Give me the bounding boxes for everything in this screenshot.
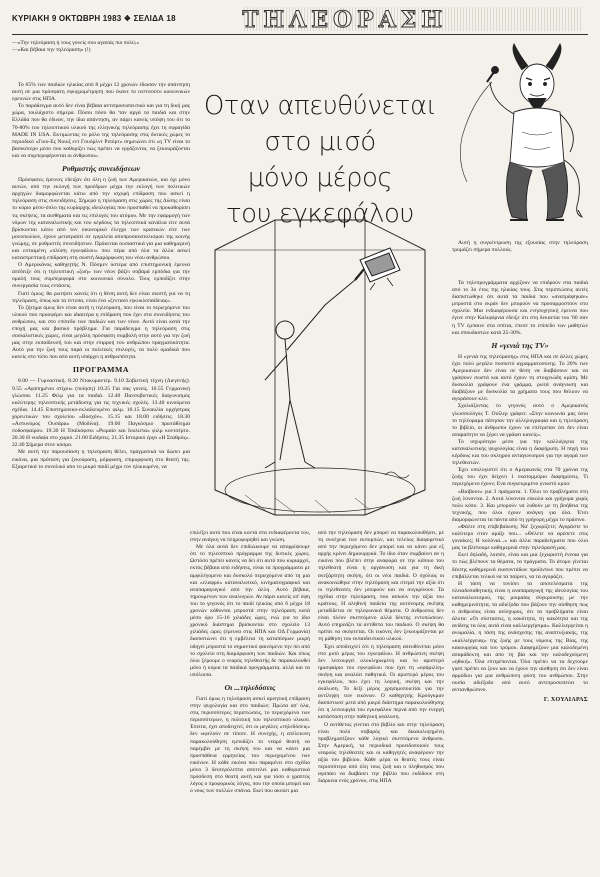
article-column-2: [190, 530, 310, 872]
author-signature: Γ. ΧΟΥΛΙΑΡΑΣ: [543, 697, 588, 704]
paragraph: «Βαίβουν» για 3 πράγματα. 1. Όλοι το προβλήματα στη ζωή λύνονται. 2. Αυτά λύνονται εύκολα και γρήγορα χωρίς πολύ κόπο. 3. Και μπορούν να λυθούν με τη βοήθεια της τεχνικής, που όλοι έχουν ανάγκη για όλα. Έτσι διαμορφώνεται τα πάντα από τη γρήγορη μέχρι το πράσινο.: [452, 488, 588, 523]
paragraph: Τα τηλεπρογράμματα αρχίζουν να επιδρούν στα παιδιά από το 3ο έτος της ηλικίας τους. Στις περιπτώσεις αυτές διαπιστώθηκε ότι αυτά τα παιδιά που «ανατράφηκαν» μπροστά στο εκράν δεν μπορούν να προσαρμοστούν στο σχολείο. Μια ενδιαφέρουσα και ενησυχητική έρευνα που έγινε στην Καλιφόρνια έδειξε ότι στη δεκαετία του '60 σαν η TV έμπαινε στα σπίτια, έπεσε το επίπεδο των μαθητών και σπουδαστών κατά 25-30%.: [452, 280, 588, 336]
paragraph: Ο αντίθετος γίνεται στο βιβλίο και στην τηλεόραση είναι πολύ σοβαρός και δικαιολογημένη προβληματίζουν κάθε λογικό σκεπτόμενο άνθρωπο. Στην Αμερική, τα περιοδικά προειδοποιούν τους νεαρούς τηλεθεατές και οι καθηγητές αναφέρουν την αξία του βιβλίου. Κάθε μέρα οι θεατές τους είναι περισσότερο από όλη τους ζωή και ο πληθυσμός που αγαπάει να διαβάσει την βιβλίο που εκδίδουν στη διάρκεια ενός χρόνου, στις ΗΠΑ: [318, 721, 444, 785]
headline-line: Οταν απευθύνεται: [203, 91, 437, 121]
subheading: Οι ...τηλεδόσεις: [224, 682, 276, 692]
paragraph: Γιατί όμως; θα ρωτήσει κανείς ότι η θέση αυτή δεν είναι σωστή για να τη τηλεόραση, όπως και τα έντυπα, είναι ένα «ζεντανό εγκυκλοπαίδειας».: [12, 290, 190, 304]
article-column-3: [318, 530, 444, 872]
paragraph: Το παράδειγμα αυτό δεν είναι βέβαια αντιπροσωπευτικό και για τη δική μας χώρα, τουλάχιστο σήμερα. Πόσοι πόσο θα 'ταν αργά τα παιδιά και στην Ελλάδα που θα έδιναν, την ίδια απάντηση, αν πάρει κανείς υπόψη του ότι το 70-80% του τηλεοπτικού υλικού της ελληνικής τηλεόρασης έχει τη σφραγίδα MADE IN USA. Εκτιμώντας το ρόλο της τηλεόρασης στις δυτικές χώρες το περιοδικό «Γιου-Ες Νιουζ εντ Γουόρλντ Ριπόρτ» σημειώνει ότι «η TV είναι το βασικότερο μέσο που καθορίζει πώς πρέπει να εργάζονται, να ξεκουράζονται και να συμπεριφέρονται οι άνθρωποι».: [12, 103, 190, 159]
section-title: ΤΗΛΕΟΡΑΣΗ: [242, 7, 582, 31]
lead-answer: —«Και βέβαια την τηλεόραση» (!): [12, 47, 91, 54]
paragraph: Εκεί δηλαδή, λοιπόν, είναι και μια ξεχωριστή έννοια για το πώς βλέπουν τα θέματα, τα πράγματα. Το άτομο γίνεται δέκτης καθημερινά εκατοντάδων προϊόντων που πρέπει να επιβάλλεται τελικά να τα παίρνει, να τα αγοράζει.: [452, 552, 588, 580]
paragraph: Με όλα αυτά δεν επιδιώκουμε να απορρίψουμε ότι το τηλεοπτικό πρόγραμμα της δυτικές χώρες. Ωστόσο πρέπει κανείς να δει ότι αυτό που κυριαρχεί, εκτός βέβαια από ειδήσεις, είναι τα προγράμματα με αμφιλέγομενο και δυσκολό περιεχόμενο από τη μια και «ελαφρύ» καταναλωτικό, κινηματογραφικό και αναπαραγωγικό από την άλλη. Αυτό βέβαια, τηρουμένων των αναλογιών. Αν πάρει κανείς υπ' όψη του το γεγονός ότι το παιδί ηλικίας από 6 μέχρι 18 χρονών κάθονται μπροστά στην τηλεόραση κατά μέσο όρο 15-16 χιλιάδες ώρες, ενώ για το ίδιο χρονικό διάστημα βρίσκονται στο σχολείο 13 χιλιάδες ώρες (έρευνα στις ΗΠΑ και ΟΔ Γερμανία) διαπιστώνει ότι η εμβέλεια τη καταπίσμων μικρή οδηγεί μπροστά το σημαντικό φαινόμενο την πει από το σχολείο στη διαμόρφωση των παιδιών. Και όπως όλοι ξέρουμε ο νεαρός τηλεθεατής δε παρακολουθεί μόνο ή κύρια τα παιδικά προγράμματα, αλλά και τα υπόλοιπα.: [190, 544, 310, 678]
paragraph: επιλέξει αυτό που είναι κοντά στα ενδιαφέροντα του, στην ανάγκη να πληροφορηθεί και γνώση.: [190, 530, 310, 544]
header-rule: [12, 34, 588, 35]
paragraph: Με αυτή την παρουσίαση η τηλεόραση θέλει, πραγματικά να δώσει μια εικόνα, μια πρόταση για ξεκούραση, μόρφωση, επιμορφωση στο θεατή της. Εξαιρετικά το συνολικό απο το μικρό παιδί μέχρι τον ηλικιωμένο, να: [12, 449, 190, 470]
headline-line: του εγκεφάλου: [226, 199, 414, 229]
subheading: Η «γενιά της TV»: [491, 340, 549, 350]
subheading: Ρυθμιστής συνειδήσεων: [61, 164, 141, 174]
date-page-line: ΚΥΡΙΑΚΗ 9 ΟΚΤΩΒΡΗ 1983 ❖ ΣΕΛΙΔΑ 18: [12, 14, 176, 23]
paragraph: Αυτή η συγκέντρωση της εξουσίας στην τηλεόραση τρομάζει σήμερα πολλούς.: [452, 240, 588, 254]
lead-dialogue: [12, 40, 190, 80]
paragraph: «Φάλτε στη επιβεβαίωση; Να' ξεχωρίζετε; Αγοράστε το καλύτερο στον αμάξι που... «Θέλετε να αρέσετε στις γυναίκες; Η κολόνια...» και άλλα παραδείγματα που όλοι μας τα βλέπουμε καθημερινά στην τηλεόρασή μας.: [452, 524, 588, 552]
paragraph: Γιατί όμως η τηλεόραση ασκεί αρνητική επίδραση στην ψυχολογία και στο παιδιών; Πρώτα απ' όλα, στις περισσότερες περιπτώσεις, το περιεχόμενο των περισσότερων, η πολιτική του τηλεοπτικού υλικού. Έπειτα, έχει αποδειχτεί, ότι οι μεγάλες «τηλεδόσεις» δεν ωφελούν σε τίποτε. Η συνεχής, η ατέλειωτη παρακολούθηση εμποδίζει το νεαρό θεατή να παρέμβει με τη σκέψη του και να κάνει μια προσπάθεια ερμηνείας του περιεχομένου των εικόνων. Η κάθε εικόνα που παραμένει στο σχέδιο μόνο 3 δευτερόλεπτα αποτελεί μια καθοριστικά πρόσδεση στο θεατή αυτή και για τόσο ο γραπτός λόγος ο προφορικός λόγος, που την οποία μπορεί και ο νους των πολλών σπάνια. Εκεί που ακούει μια: [190, 695, 310, 795]
paragraph: Το ζήτημα όμως δεν είναι αυτή η τηλεόραση, που είναι το περιεχόμενο του υλικού που προσφέρει και ιδιαιτέρα η επίδραση που έχει στα συνειδήσεις του ανθρώπου, και στο επίπεδο των παιδιών και των νέων. Αυτό είναι κατά την εποχή μας και βασικό πρόβλημα. Για παράδειγμα η τηλεόραση στις σοσιαλιστικές χώρες, είναι μεγάλη πρόσφατη συμβολή στην αυτό για την ζωή μας στην εκπαίδευσή του και στην επιρροή του ανθρώπου πραγματικότητα. Αυτό για την ζωή τους παρά οι πολιτικές επιλογές, τα πολύ ομαδικά που κανείς στο τύπο που από αυτή υπάρχει η ανθρωπότητα.: [12, 304, 190, 361]
paragraph: Πρόσφατες έρευνες έδειξαν ότι όλη η ζωή των Αμερικανών, και όχι μόνο αυτών, από την εκλογή των προέδρων μέχρι την εκλογή των πολιτικών αρχηγών διαμορφώνεται κάτω από την ισχυρή επίδραση που ασκεί η τηλεόραση στις συνειδήσεις. Σήμερα η τηλεόραση στις χώρες της Δύσης είναι το κύριο μέσο-όπλο της κυρίαρχης ιδεολογίας που προσπαθεί να προκαθορίσει τις σκέψεις, τα αισθήματα και τις επιλογές του ατόμου. Με την εφαρμογή των νόμων της καταναλωτικής και του κέρδους τα τηλεοπτικά κανάλια είτε αυτά βρίσκονται κάτω από τον οικονομικό έλεγχο των κρατικών είτε των μονοπωλίων, έχουν μετατραπεί σε εργαλεία αποπροσανατολισμού της κοινής γνώμης, σε ρυθμιστές συνειδήσεων. Πρόκειται ουσιαστικά για μια καθημερινή και εσταιμένη «πλύση εγκεφάλου» που πέρα από όλα τα άλλα ασκεί καταστρεπτική επίδραση στη σωστή διαμόρφωση του νέου ανθρώπου.: [12, 177, 190, 262]
paragraph: Το 65% των παιδιών ηλικίας από 8 μέχρι 12 χρονών έδωσαν την απάντηση αυτή σε μια πρόσφατη σφυγμομέτρηση που έκανε το ινστιτούτο κοινωνικών ερευνών στις ΗΠΑ.: [12, 82, 190, 103]
paragraph: Η «γενιά της τηλεόρασης» στις ΗΠΑ και σε άλλες χώρες έχει πολύ μεγάλο ποσοστό αγραμματοσύνης. Το 20% των Αμερικανών δεν είναι σε θέση να διαβάσουν και να γράψουν σωστά και αυτό έχουν τη στοιχειώδη κρίση. Με δυσκολία γράφουν ένα γράμμα, ρωτά ανάγνωση και διαβάζουν με δυσκολία τα χρήματα τους που θέλουν να αγοράσουν κλπ.: [452, 353, 588, 403]
paragraph: Έχει αποδειχτεί ότι η τηλεόραση απευθύνεται μόνο στο μισό μέρος του εγκεφάλου. Η ανθρώπινη σκέψη δεν λειτουργεί ολοκληρωμένη και το αριστερό ημισφαίριο του εγκεφάλου που έχει τη «εφάμιλλη» σκέψη και αναλύει παθητικά. Οι αριστερό μέρος του εγκεφάλου, που έχει τη λογική, σκέψη και την ανάλυση. Το δεξί μέρος χρησιμοποιείται για την αντίληψη των εικόνων. Ο καθηγητής Κρούγκμαν διαπίστωσε μετά από μικρό διάστημα παρακολούθησης ότι η λειτουργία του εγκεφάλου περνά από την ενεργή κατάσταση στην παθητική ανάλυση.: [318, 643, 444, 721]
subheading-program: ΠΡΟΓΡΑΜΜΑ: [73, 365, 129, 375]
page-header: [12, 7, 588, 32]
headline-line: στο μισό: [264, 127, 376, 157]
paragraph: Η τάση να τονίσει τα αποτελέσματα της πλειαδοπαθητικής είναι η αναπαραγωγή της ιδεολογίας του καταναλωτισμού, της μοιραίας σύγκρουσης με την καθημερινότητα, τα αδιέξοδα που βάζουν την αίσθηση πως ο άνθρωπος είναι ανίσχυρος, ότι τα προβλήματα είναι άλυτα: «Οι σύστασεις, η κακότητα, τη κακότητα και της ανίδεης τα όλα, αυτά είναι καλλιεργήσιμα». Καλλιεργείται η ανωμαλία, η τάση της ανάσχεσης της αναπτυξιακής, της «καλλιέργειας» της ζωής με τους νόμους της Βίας, της κακουργίας και του τρόμου. Διαφημίζουν μια καλοδεμένη απαράδεκτη και απο τη βία και την καλοδεχούμενη «ηθική». Όλα επιτρέπονται. Όλα πρέπει να τα δεχτούμε γιατί πρέπει να ζουν και να έχουν την αίσθηση ότι δεν είναι αρμόδιοι για μια ανθρώπινη φύση του ανθρώπου. Στην ουσία αδιέξοδο από αυτό αντιπροσωπεύει το αντιανθρώπινο.: [452, 580, 588, 694]
article-column-4: [452, 280, 588, 872]
program-listing: 8.00 — Γυμναστική. 8.20 Ντοκυμαντέρ. 9.10 Σοβιετική τέχνη (Διεγενής). 9.55 «Αγαπημένοι στίχοι» (ποίηση) 10.25 Για σας γονείς. 10.55 Γερμανική γλώσσα. 11.25 Φιλμ για τα παιδιά. 12.40 Πανσοβιετικές διαγωνισμός καλύτερης τηλεοπτικής μετάδοσης για τις τεχνικές σχολές. 13.40 κινούμενα σχέδια. 14.45 Επιστημονικο-εκλαϊκευμένο φιλμ. 16.15 Συναυλία ορχήστρας χορευτικών του σχολείου «Βοσχόν». 15.15 και 18.00 ειδήσεις. 18.30 «Αστυνόμος Ουσάρα» (Μοδίνα). 19.00 Παγκόσμιο πρωτάθλημα ποδοσφαίρου. 19.30 Η Τσαϊκόφσκι «Ρωμαίο και Ιουλιέτα» φιλμ κοντσέρτο. 20.30 Η νιοδαία στο χωριό. 21.00 Ειδήσεις. 21.35 Ιστορικό έργο «Η Σταθμός». 22.40 Σήμερα στον κόσμο.: [12, 378, 190, 449]
headline-line: μόνο μέρος: [247, 163, 393, 193]
paragraph: Ο Αμερικάνος καθηγητής Ν. Πόσμεν ύστερα από επιστημονική έρευνα απέδειξε ότι η τηλεοπτική «ζωή» των νέων βάζει σοβαρά εμπόδια για την ομαλή τους συμπεριφορά στο κοινωνικό σύνολο. Τους εμποδίζει στην συνεργασία τους εντάσεις.: [12, 262, 190, 290]
lead-question: —«Την τηλεόραση ή τους γονείς σου αγαπάς πιο πολύ;»: [12, 40, 140, 46]
paragraph: Σχολιάζοντας το γεγονός αυτό ο Αμερικανός γλωσσολόγος Τ. Ουΐλερ γράφει: «Στην κοινωνία μας όσοι το τηλέοραμα πάτησαν την αλληλογραφία και η τηλεόραση το βιβλίο, οι άνθρωποι έχουν να επέτρεπαν ότι δεν είναι απαραίτητο να ξέρει να γράφει κανείς».: [452, 403, 588, 438]
paragraph: Το ισχυρότερο μέσο για την καλλιέργεια της καταναλωτικής ψυχολογίας είναι η διαφήμιση. Η πηγή του κέρδους και του σκληρού ανταγωνισμού για την αγορά των τηλεθεατών.: [452, 438, 588, 467]
column-4-intro: [452, 240, 588, 282]
article-column-1: [12, 82, 190, 872]
paragraph: από την τηλεόραση δεν μπορεί να παρακολουθήσει, με τη συνέχεια των εκπομπών, και τελείως διαφορετικό από την περιεχόμενο δεν μπορεί και να κάνει μια εξ αρχής κρίνει δημιουργικά. Το ίδιο όταν συμβαίνει αν η εικόνα που βλέπει στην αναφορά σε την κάποιο του τηλεθεατή είναι η οργάνωση και για τη δική ανεξάρτητη σκέψη, ότι οι νέοι παιδιά. Ο σχόλιος οι ανακοινώθηκε στην τηλεόραση και στερεί την αξία ότι οι τηλεθεατές δεν μπορούν και να συγκρίνουν. Τα σχέδια στην τηλεόραση, που ασκούν την αξία του κράτους. Η αληθινή παιδεία της αυτόνομης σκέψης μεταδίδεται σε τηλεφωνικά θέματα. Ο άνθρωπος δεν είναι πλέον σκεπτόμενο αλλά δέκτης εντυπώσεων. Αυτό επηρεάζει τα αντίθετα του παιδιού. Ο σκέψη θα πρέπει να σκέφτεται. Οι εικόνες δεν ξεκουράζονται με τη μάθηση του εκπαιδευτικού υλικού.: [318, 530, 444, 643]
paragraph: Έχει υπολογιστεί ότι ο Αμερικανός στα 70 χρόνια της ζωής του έχει δείχνει 1 εκατομμύριο διαφημίσεις. Τι περιεχόμενο έχουν; Ενα συγκεκριμένο γνωστό κρύο:: [452, 467, 588, 488]
tv-booth-illustration: [205, 210, 435, 525]
devil-with-microphone-illustration: [452, 42, 588, 237]
